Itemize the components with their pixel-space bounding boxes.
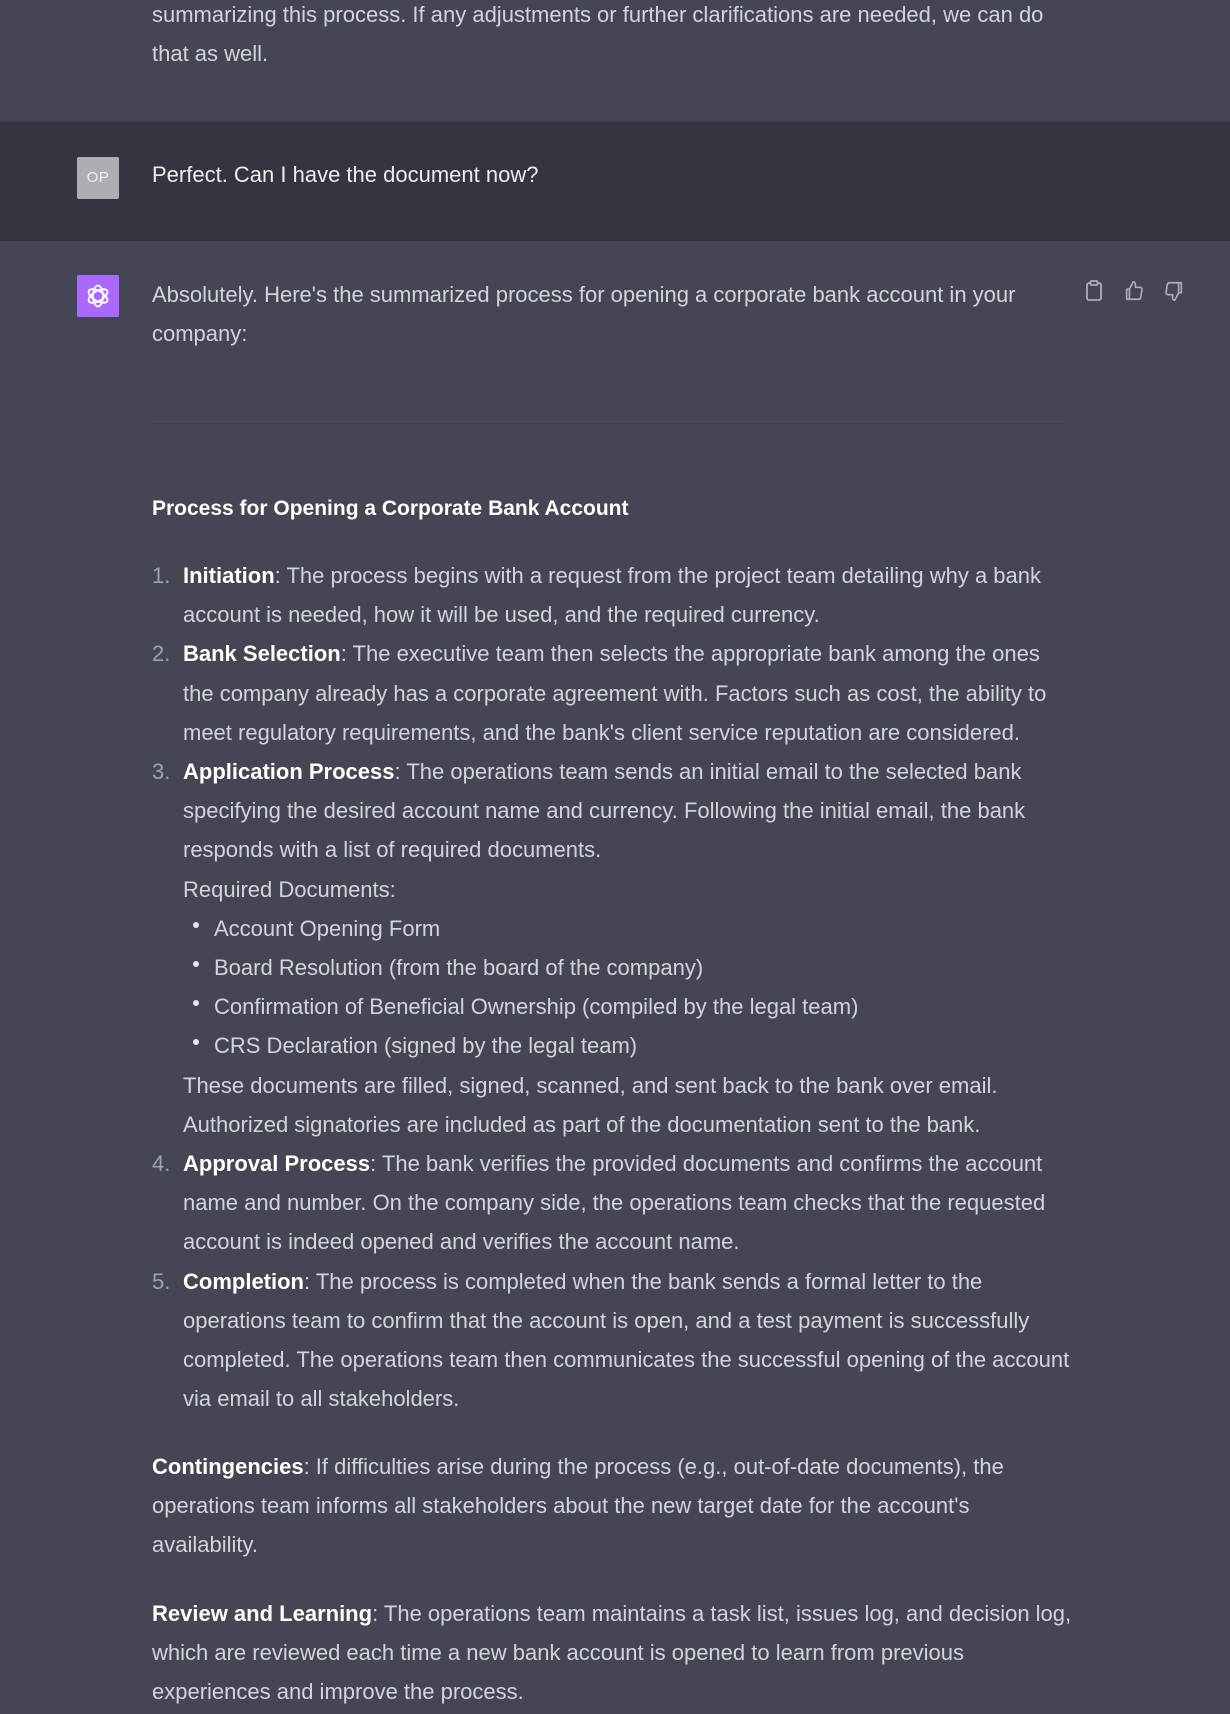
review-term: Review and Learning [152,1601,373,1626]
document-item: CRS Declaration (signed by the legal team) [183,1026,1072,1065]
step-term: Application Process [183,759,395,785]
document-heading: Process for Opening a Corporate Bank Account [152,497,629,520]
contingencies-term: Contingencies [152,1454,304,1479]
previous-assistant-message [0,0,1230,122]
step-item-initiation [152,556,1072,634]
step-number: 3. [152,759,171,785]
step-term: Bank Selection [183,641,341,667]
openai-logo-icon [84,282,112,310]
thumbs-up-button[interactable] [1122,279,1146,303]
user-avatar: OP [77,157,119,199]
step-term: Completion [183,1268,304,1294]
step-number: 1. [152,563,171,588]
documents-followup-text: These documents are filled, signed, scanned, and sent back to the bank over email. Authorized signatories are included as part of the documentation sent to the bank. [183,1072,998,1137]
previous-message-text [152,0,1072,73]
step-text: : The operations team sends an initial email to the selected bank specifying the desired account name and currency. Following the initial email, the bank responds with a list of required documents. [183,759,1026,863]
review-paragraph [152,1594,1072,1712]
step-term: Approval Process [183,1151,371,1177]
process-steps-list [152,556,1072,1418]
required-documents-list [183,909,1072,1066]
step-term: Initiation [183,563,275,588]
step-item-application-process [152,752,1072,1144]
thumbs-down-icon [1163,280,1185,302]
contingencies-text: : If difficulties arise during the process (e.g., out-of-date documents), the operations team informs all stakeholders about the new target date for the account's availability. [152,1454,1004,1558]
message-actions [1082,279,1186,303]
step-item-completion [152,1262,1072,1419]
step-text: : The process is completed when the bank sends a formal letter to the operations team to confirm that the account is open, and a test payment is successfully completed. The operations team then communicates the successful opening of the account via email to all stakeholders. [183,1268,1070,1412]
copy-button[interactable] [1082,279,1106,303]
step-number: 2. [152,641,171,667]
required-documents-label: Required Documents: [183,876,396,902]
assistant-avatar [77,275,119,317]
step-number: 4. [152,1151,171,1177]
document-item: Account Opening Form [183,909,1072,948]
step-item-approval-process [152,1144,1072,1262]
step-text: : The bank verifies the provided documents and confirms the account name and number. On the company side, the operations team checks that the requested account is indeed opened and verifies the account name. [183,1151,1046,1255]
previous-message-line-1: summarizing this process. If any adjustments or further clarifications are needed, we can do [152,2,1044,27]
step-item-bank-selection [152,634,1072,752]
review-text: : The operations team maintains a task list, issues log, and decision log, which are reviewed each time a new bank account is opened to learn from previous experiences and improve the process. [152,1601,1072,1705]
step-text: : The executive team then selects the appropriate bank among the ones the company already has a corporate agreement with. Factors such as cost, the ability to meet regulatory requirements, and the bank's client service reputation are considered. [183,641,1047,745]
document-item: Confirmation of Beneficial Ownership (compiled by the legal team) [183,987,1072,1026]
step-number: 5. [152,1268,171,1294]
horizontal-divider [152,421,1066,422]
document-item: Board Resolution (from the board of the company) [183,948,1072,987]
thumbs-down-button[interactable] [1162,279,1186,303]
step-text: : The process begins with a request from the project team detailing why a bank account is needed, how it will be used, and the required currency. [183,563,1041,628]
user-message-text: Perfect. Can I have the document now? [152,162,539,187]
assistant-intro: Absolutely. Here's the summarized process for opening a corporate bank account in your company: [152,282,1016,346]
previous-message-line-2: that as well. [152,41,269,66]
contingencies-paragraph [152,1447,1072,1565]
thumbs-up-icon [1123,280,1145,302]
clipboard-icon [1084,280,1104,302]
